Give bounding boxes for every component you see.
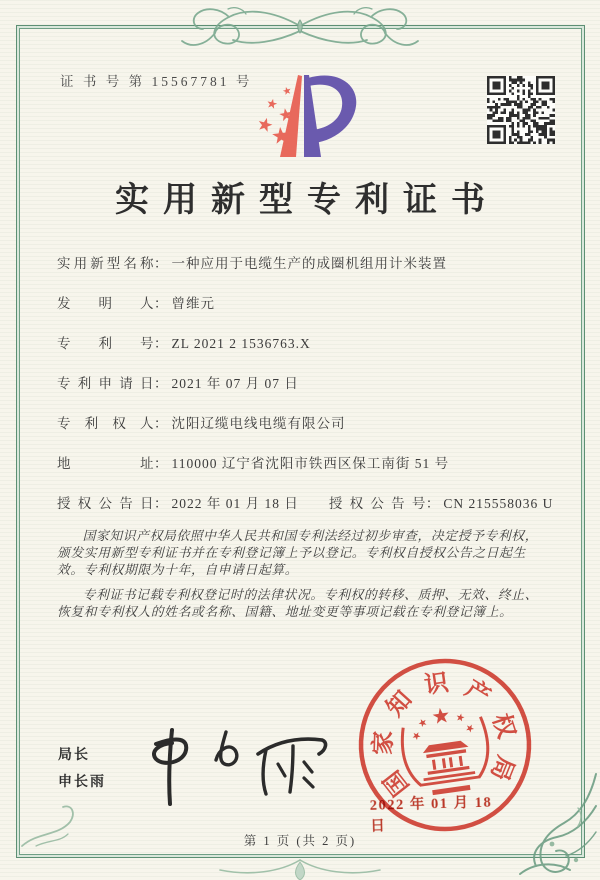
grant-number-pair [329,492,554,514]
grant-date-pair [57,492,299,514]
field-label: 授权公告号 [328,496,426,511]
field-label: 实用新型名称 [57,256,154,271]
field-row-patentee [57,412,549,434]
field-row-patent-no [57,332,549,354]
field-value: ZL 2021 2 1536763.X [171,336,311,351]
field-label: 授权公告日 [57,496,154,511]
seal-char: 知 [381,686,418,722]
field-colon: ： [154,496,168,511]
field-colon: ： [154,296,168,311]
field-value: 曾维元 [171,296,215,311]
field-colon: ： [154,416,168,431]
field-label: 专利权人 [57,416,154,431]
legal-paragraph: 国家知识产权局依照中华人民共和国专利法经过初步审查，决定授予专利权，颁发实用新型专利证书并在专利登记簿上予以登记。专利权自授权公告之日起生效。专利权期限为十年，自申请日起算。 [57,529,539,577]
signer-name: 申长雨 [58,775,106,790]
signer-block [58,742,106,796]
field-colon: ： [154,376,168,391]
field-value: 沈阳辽缆电线电缆有限公司 [171,416,346,431]
certificate-title: 实用新型专利证书 [115,182,499,219]
field-colon: ： [154,456,168,471]
field-value: 2022 年 01 月 18 日 [171,496,299,511]
seal-char: 识 [422,670,451,700]
field-list [57,252,554,532]
top-flourish-ornament [150,2,450,52]
director-signature [130,706,340,810]
field-value: CN 215558036 U [443,496,554,511]
cnipa-logo-icon [238,62,368,167]
seal-char: 权 [486,710,520,742]
field-value: 110000 辽宁省沈阳市铁西区保工南街 51 号 [171,456,450,471]
bottom-flourish-ornament [210,858,390,880]
seal-char: 局 [485,751,519,784]
qr-code [487,76,555,144]
field-colon: ： [425,496,440,511]
legal-text [57,528,547,630]
field-value: 一种应用于电缆生产的成圈机组用计米装置 [171,256,447,271]
seal-char: 国 [379,765,415,801]
field-row-name [57,252,549,274]
field-label: 专利申请日 [57,376,154,391]
seal-date: 2022 年 01 月 18 日 [369,794,493,835]
field-label: 专利号 [57,336,154,351]
field-value: 2021 年 07 月 07 日 [171,376,299,391]
field-label: 发明人 [57,296,154,311]
field-label: 地址 [57,456,154,471]
field-row-filing-date [57,372,549,394]
certificate-number: 证 书 号 第 15567781 号 [60,74,253,89]
field-colon: ： [154,256,168,271]
legal-paragraph: 专利证书记载专利权登记时的法律状况。专利权的转移、质押、无效、终止、恢复和专利权人的姓名或名称、国籍、地址变更等事项记载在专利登记簿上。 [57,588,539,620]
signer-title: 局长 [58,748,90,763]
field-row-grant [57,492,554,514]
field-row-inventor [57,292,549,314]
field-row-address [57,452,549,474]
seal-char: 家 [370,730,398,756]
page-footer: 第 1 页 (共 2 页) [243,834,357,848]
seal-char: 产 [460,675,495,711]
field-colon: ： [154,336,168,351]
